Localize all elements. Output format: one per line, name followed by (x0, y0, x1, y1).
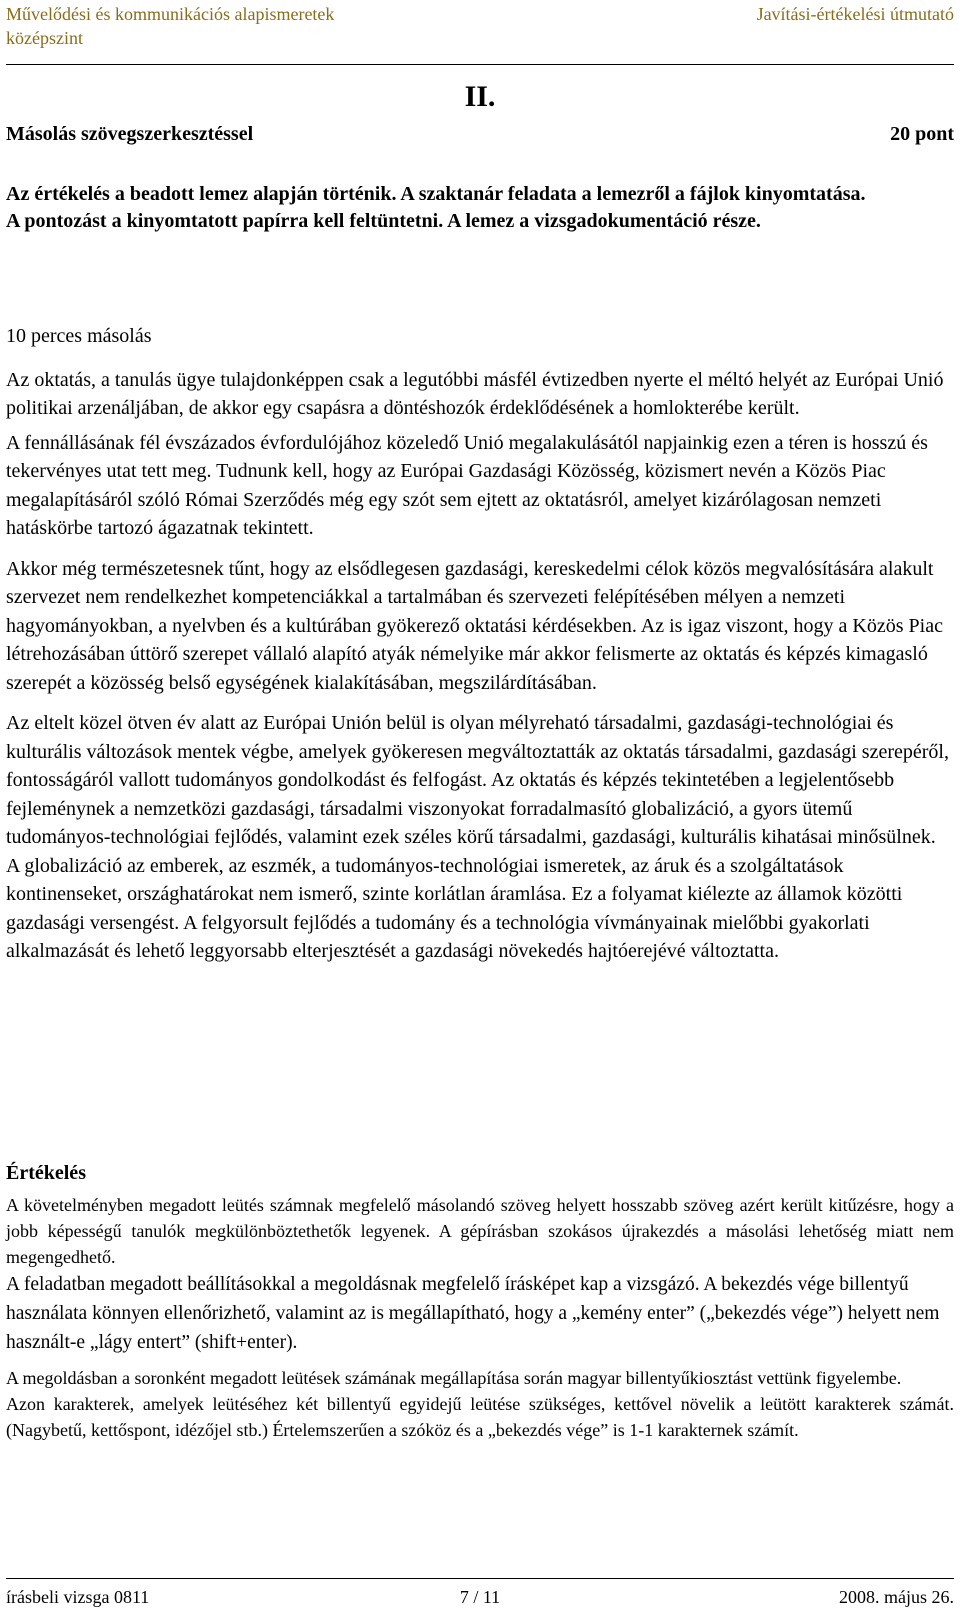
copy-paragraph: A globalizáció az emberek, az eszmék, a tudományos-technológiai ismeretek, az áruk és a szolgáltatások kontinenseket, országhatárokat nem ismerő, szinte korlátlan áramlása. Ez a folyamat kiélezte az államok közötti gazdasági versengést. A felgyorsult fejlődés a tudomány és a technológia vívmányainak mielőbbi gyakorlati alkalmazását és lehető leggyorsabb elterjesztését a gazdasági növekedés hajtóerejévé változtatta. (6, 854, 903, 962)
copy-paragraph: Akkor még természetesnek tűnt, hogy az elsődlegesen gazdasági, kereskedelmi célok közös megvalósítására alakult szervezet nem rendelkezhet kompetenciákkal a tartalmában és szervezeti felépítésében mélyen a nemzeti hagyományokban, a nyelvben és a kultúrában gyökerező oktatási kérdésekben. Az is igaz viszont, hogy a Közös Piac létrehozásában úttörő szerepet vállaló alapító atyák némelyike már akkor felismerte az oktatás és képzés kimagasló szerepét a közösség belső egységének kialakításában, megszilárdításában. (6, 557, 943, 694)
copy-paragraph: A fennállásának fél évszázados évfordulójához közeledő Unió megalakulásától napjainkig ezen a téren is hosszú és tekervényes utat tett meg. Tudnunk kell, hogy az Európai Gazdasági Közösség, közismert nevén a Közös Piac megalapításáról szóló Római Szerződés még egy szót sem ejtett az oktatásról, amelyet kizárólagosan nemzeti hatáskörbe tartozó ágazatnak tekintett. (6, 431, 928, 539)
header-subject-line2: középszint (6, 28, 83, 48)
copy-text (6, 322, 954, 966)
evaluation-paragraph: Azon karakterek, amelyek leütéséhez két billentyű egyidejű leütése szükséges, kettővel növelik a leütött karakterek számát. (Nagybetű, kettőspont, idézőjel stb.) Értelemszerűen a szóköz és a „bekezdés vége” is 1-1 karakternek számít. (6, 1394, 954, 1440)
footer-exam-code: írásbeli vizsga 0811 (6, 1587, 150, 1607)
header-divider (6, 64, 954, 65)
section-number: II. (464, 80, 496, 113)
header-subject-line1: Művelődési és kommunikációs alapismeretek (6, 4, 335, 24)
evaluation-paragraph: A megoldásban a soronként megadott leütések számának megállapítása során magyar billentyűkiosztást vettünk figyelembe. (6, 1368, 902, 1388)
evaluation-paragraph: A feladatban megadott beállításokkal a megoldásnak megfelelő írásképet kap a vizsgázó. A bekezdés vége billentyű használata könnyen ellenőrizhető, valamint az is megállapítható, hogy a „kemény enter” („bekezdés vége”) helyett nem használt-e „lágy entert” (shift+enter). (6, 1274, 940, 1353)
header-doc-type: Javítási-értékelési útmutató (756, 4, 954, 24)
copy-paragraph: Az eltelt közel ötven év alatt az Európai Unión belül is olyan mélyreható társadalmi, gazdasági-technológiai és kulturális változások mentek végbe, amelyek gyökeresen megváltoztatták az oktatás társadalmi, gazdasági szerepéről, fontosságáról vallott tudományos gondolkodást és felfogást. Az oktatás és képzés tekintetében a legjelentősebb fejleménynek a nemzetközi gazdasági, társadalmi viszonyokat forradalmasító globalizáció, a gyors ütemű tudományos-technológiai fejlődés, valamint ezek széles körű társadalmi, gazdasági, kulturális kihatásai minősülnek. (6, 712, 949, 848)
evaluation-section (6, 1160, 954, 1443)
instruction-line: A pontozást a kinyomtatott papírra kell feltüntetni. A lemez a vizsgadokumentáció része. (6, 210, 761, 232)
copy-paragraph: Az oktatás, a tanulás ügye tulajdonképpen csak a legutóbbi másfél évtizedben nyerte el méltó helyét az Európai Unió politikai arzenáljában, de akkor egy csapásra a döntéshozók érdeklődésének a homlokterébe került. (6, 368, 944, 419)
header-subject (6, 2, 334, 50)
footer-divider (6, 1578, 954, 1579)
section-title: Másolás szövegszerkesztéssel (6, 123, 254, 145)
footer-date: 2008. május 26. (839, 1587, 954, 1607)
evaluation-title: Értékelés (6, 1162, 86, 1184)
section-points: 20 pont (890, 123, 954, 145)
instructions (6, 181, 954, 235)
page-header (6, 0, 954, 64)
evaluation-paragraph: A követelményben megadott leütés számnak megfelelő másolandó szöveg helyett hosszabb szöveg azért került kitűzésre, hogy a jobb képességű tanulók megkülönböztethetők legyenek. A gépírásban szokásos újrakezdés a másolási lehetőség miatt nem megengedhető. (6, 1195, 954, 1267)
copy-text-title: 10 perces másolás (6, 325, 152, 347)
footer-page-number: 7 / 11 (459, 1587, 501, 1607)
instruction-line: Az értékelés a beadott lemez alapján történik. A szaktanár feladata a lemezről a fájlok kinyomtatása. (6, 183, 866, 205)
